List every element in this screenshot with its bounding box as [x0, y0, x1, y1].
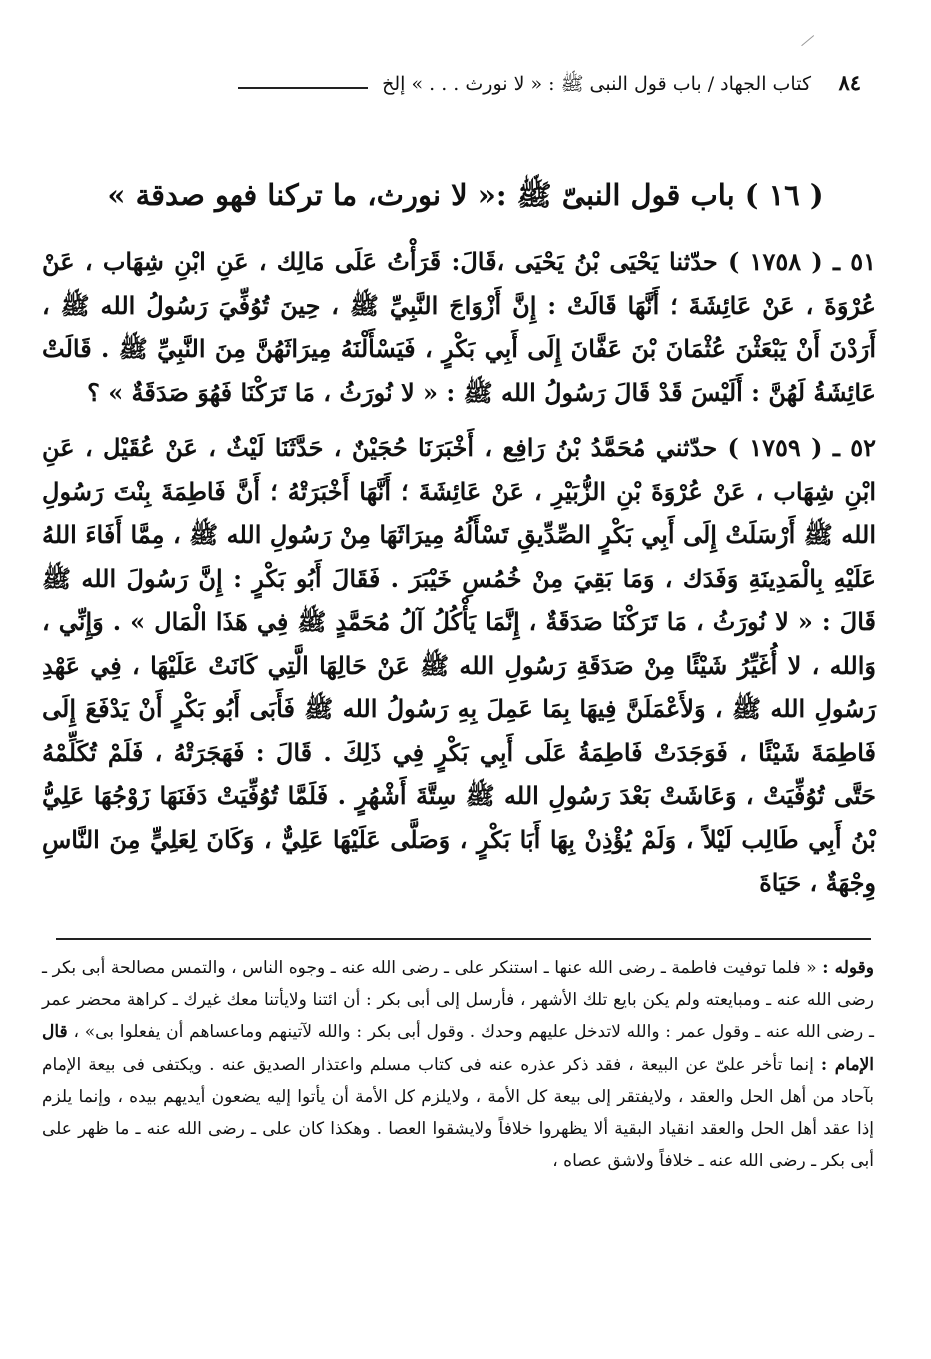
hadith-text: حدّثنا يَحْيَى بْنُ يَحْيَى ،قَالَ: قَرَأْتُ عَلَى مَالِك ، عَنِ ابْنِ شِهَاب ، عَنْ عُرْوَةَ ، عَنْ عَائِشَةَ ؛ أَنَّهَا قَالَتْ : إِنَّ أَزْوَاجَ النَّبِيِّ ﷺ ، حِينَ تُوُفِّيَ رَسُولُ الله ﷺ ، أَرَدْنَ أَنْ يَبْعَثْنَ عُثْمَانَ بْنَ عَفَّانَ إِلَى أَبِي بَكْرٍ ، فَيَسْأَلْنَهُ مِيرَاثَهُنَّ مِنَ النَّبِيِّ ﷺ . قَالَتْ عَائِشَةُ لَهُنَّ : أَلَيْسَ قَدْ قَالَ رَسُولُ الله ﷺ : « لا نُورَثُ ، مَا تَرَكْنَا فَهُوَ صَدَقَةٌ » ؟	[42, 247, 876, 407]
footnote-paragraph	[42, 952, 874, 1177]
running-header-left	[238, 72, 811, 100]
footnote-divider	[56, 938, 871, 940]
scan-mark	[801, 35, 815, 47]
main-text	[42, 240, 876, 917]
hadith-paragraph	[42, 240, 876, 414]
chapter-title: ( ١٦ ) باب قول النبىّ ﷺ :« لا نورث، ما تركنا فهو صدقة »	[107, 178, 824, 212]
footnote-section	[42, 952, 874, 1177]
page-number: ٨٤	[838, 70, 861, 95]
hadith-text: حدّثني مُحَمَّدُ بْنُ رَافِع ، أَخْبَرَنَا حُجَيْنٌ ، حَدَّثَنَا لَيْثٌ ، عَنْ عُقَيْل ، عَنِ ابْنِ شِهَاب ، عَنْ عُرْوَةَ بْنِ الزُّبَيْرِ ، عَنْ عَائِشَةَ ؛ أَنَّهَا أَخْبَرَتْهُ ؛ أَنَّ فَاطِمَةَ بِنْتَ رَسُولِ الله ﷺ أَرْسَلَتْ إِلَى أَبِي بَكْرٍ الصِّدِّيقِ تَسْأَلُهُ مِيرَاثَهَا مِنْ رَسُولِ الله ﷺ ، مِمَّا أَفَاءَ اللهُ عَلَيْهِ بِالْمَدِينَةِ وَفَدَك ، وَمَا بَقِيَ مِنْ خُمُسِ خَيْبَرَ . فَقَالَ أَبُو بَكْرٍ : إِنَّ رَسُولَ الله ﷺ قَالَ : « لا نُورَثُ ، مَا تَرَكْنَا صَدَقَةٌ ، إِنَّمَا يَأْكُلُ آلُ مُحَمَّدٍ ﷺ فِي هَذَا الْمَال » . وَإِنِّي ، وَالله ، لا أُغَيِّرُ شَيْئًا مِنْ صَدَقَةِ رَسُولِ الله ﷺ عَنْ حَالِهَا الَّتِي كَانَتْ عَلَيْهَا ، فِي عَهْدِ رَسُولِ الله ﷺ ، وَلأَعْمَلَنَّ فِيهَا بِمَا عَمِلَ بِهِ رَسُولُ الله ﷺ فَأَبَى أَبُو بَكْرٍ أَنْ يَدْفَعَ إِلَى فَاطِمَةَ شَيْئًا ، فَوَجَدَتْ فَاطِمَةُ عَلَى أَبِي بَكْرٍ فِي ذَلِكَ . قَالَ : فَهَجَرَتْهُ ، فَلَمْ تُكَلِّمْهُ حَتَّى تُوُفِّيَتْ ، وَعَاشَتْ بَعْدَ رَسُولِ الله ﷺ سِتَّةَ أَشْهُرٍ . فَلَمَّا تُوُفِّيَتْ دَفَنَهَا زَوْجُهَا عَلِيُّ بْنُ أَبِي طَالِب لَيْلاً ، وَلَمْ يُؤْذِنْ بِهَا أَبَا بَكْرٍ ، وَصَلَّى عَلَيْهَا عَلِيٌّ ، وَكَانَ لِعَلِيٍّ مِنَ النَّاسِ وِجْهَةٌ ، حَيَاةَ	[42, 433, 876, 897]
hadith-number: ٥١ ـ ( ١٧٥٨ )	[727, 247, 876, 276]
running-header	[40, 66, 811, 106]
hadith-number: ٥٢ ـ ( ١٧٥٩ )	[727, 433, 877, 462]
header-rule	[238, 87, 368, 89]
footnote-imam-text: إنما تأخر علىّ عن البيعة ، فقد ذكر عذره عنه فى كتاب مسلم واعتذار الصديق عنه . ويكتفى فى بيعة الإمام بآحاد من أهل الحل والعقد ، ولايفتقر إلى بيعة كل الأمة ، ولايلزم كل الأمة أن يأتوا إليه يضعون أيديهم بيده ، وإنما يلزم إذا عقد أهل الحل والعقد انقياد البقية ألا يظهروا خلافاً ولايشقوا العصا . وهكذا كان على ـ رضى الله عنه ـ ما ظهر على أبى بكر ـ رضى الله عنه ـ خلافاً ولاشق عصاه ،	[42, 1054, 874, 1172]
footnote-lead: وقوله :	[822, 958, 875, 978]
hadith-paragraph	[42, 426, 876, 905]
footnote-imam-label: قال الإمام :	[42, 1022, 874, 1075]
running-title: كتاب الجهاد / باب قول النبى ﷺ : « لا نورث . . . » إلخ	[382, 73, 811, 95]
footnote-text: « فلما توفيت فاطمة ـ رضى الله عنها ـ استنكر على ـ رضى الله عنه ـ وجوه الناس ، والتمس مصالحة أبى بكر ـ رضى الله عنه ـ ومبايعته ولم يكن بايع تلك الأشهر ، فأرسل إلى أبى بكر : أن ائتنا ولايأتنا معك غيرك ـ كراهة محضر عمر ـ رضى الله عنه ـ وقول عمر : والله لاتدخل عليهم وحدك . وقول أبى بكر : والله لآتينهم وماعساهم أن يفعلوا بى» ،	[42, 958, 874, 1043]
